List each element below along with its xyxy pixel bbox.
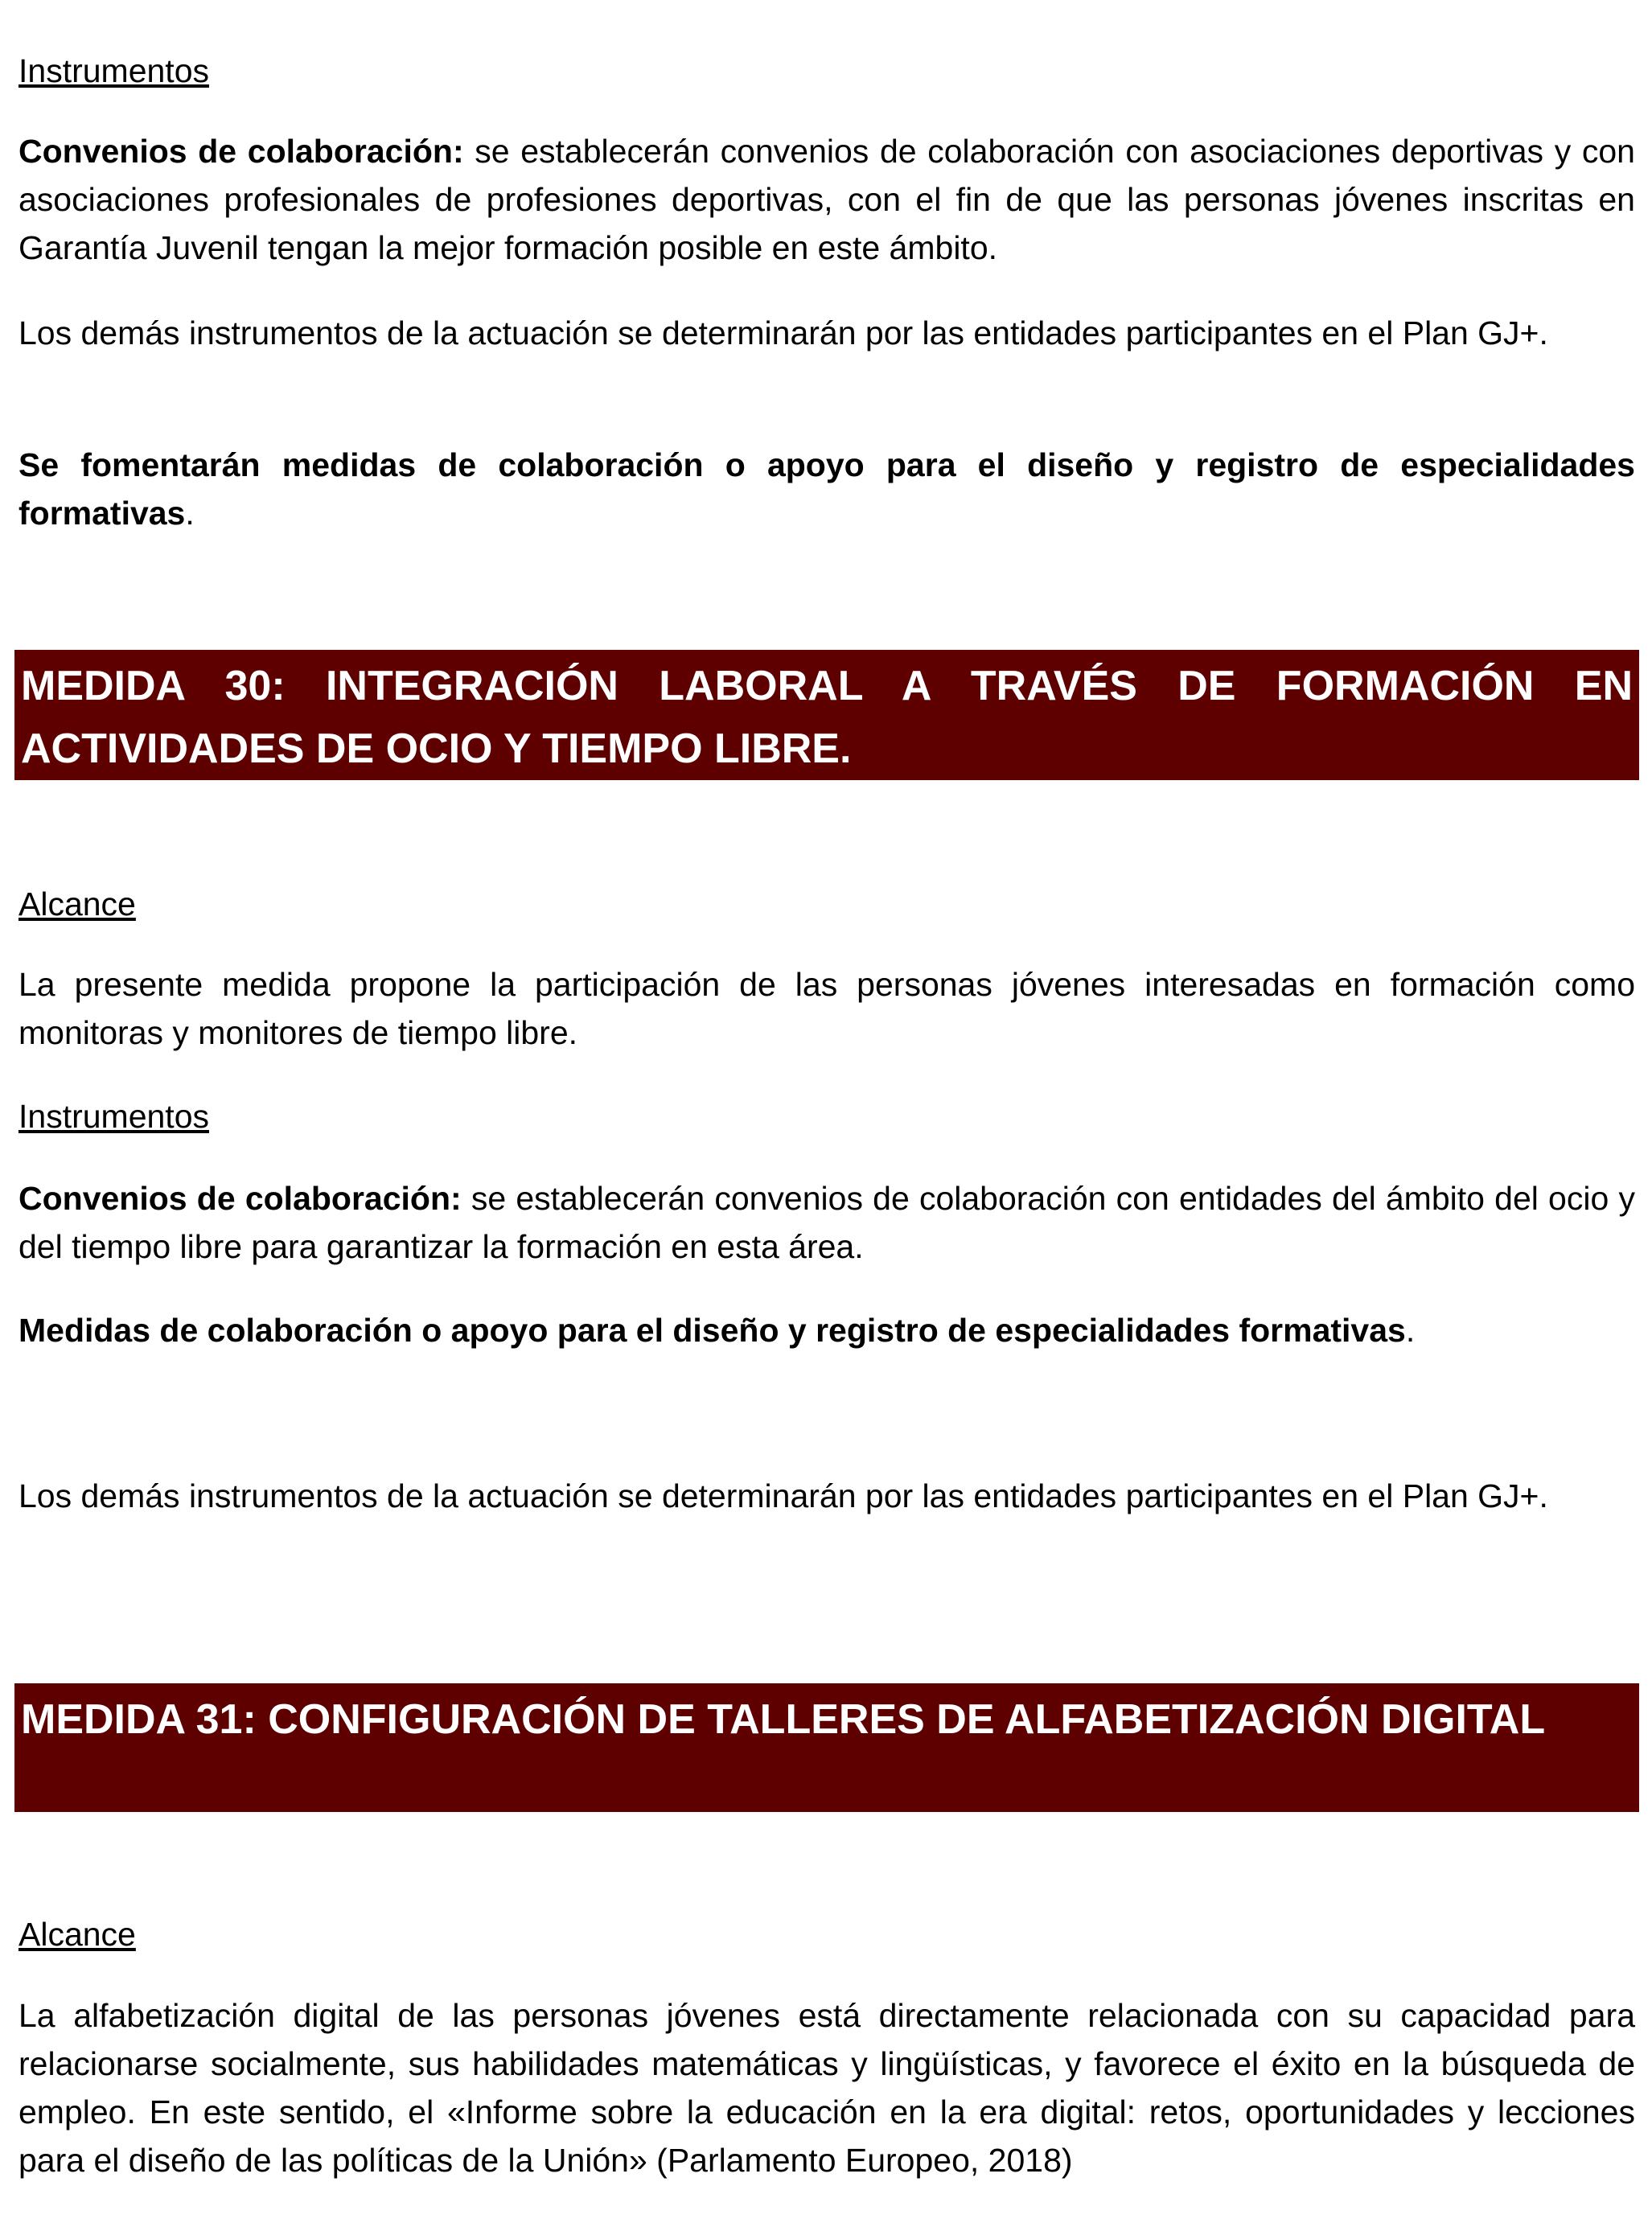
medidas-end: . <box>1405 1312 1416 1349</box>
fomentaran-bold: Se fomentarán medidas de colaboración o apoyo para el diseño y registro de especialidades formativas <box>18 446 1635 532</box>
demas-paragraph: Los demás instrumentos de la actuación se determinarán por las entidades participantes en el Plan GJ+. <box>18 314 1548 351</box>
convenios-paragraph <box>18 127 1635 272</box>
medida-31-banner: MEDIDA 31: CONFIGURACIÓN DE TALLERES DE ALFABETIZACIÓN DIGITAL <box>14 1683 1639 1812</box>
alcance-paragraph: La alfabetización digital de las personas jóvenes está directamente relacionada con su capacidad para relacionarse socialmente, sus habilidades matemáticas y lingüísticas, y favorece el éxito en la búsqueda de empleo. En este sentido, el «Informe sobre la educación en la era digital: retos, oportunidades y lecciones para el diseño de las políticas de la Unión» (Parlamento Europeo, 2018) <box>18 1997 1635 2179</box>
alcance-heading: Alcance <box>18 1916 136 1953</box>
instrumentos-heading: Instrumentos <box>18 52 209 89</box>
medidas-paragraph <box>18 1306 1635 1354</box>
demas-paragraph: Los demás instrumentos de la actuación se determinarán por las entidades participantes en el Plan GJ+. <box>18 1477 1548 1514</box>
alcance-heading: Alcance <box>18 885 136 922</box>
alcance-paragraph: La presente medida propone la participación de las personas jóvenes interesadas en formación como monitoras y monitores de tiempo libre. <box>18 966 1635 1051</box>
convenios-text: se establecerán convenios de colaboración con entidades del ámbito del ocio y del tiempo libre para garantizar la formación en esta área. <box>18 1180 1635 1265</box>
convenios-paragraph <box>18 1174 1635 1271</box>
convenios-bold: Convenios de colaboración: <box>18 1180 462 1217</box>
convenios-bold: Convenios de colaboración: <box>18 133 464 170</box>
fomentaran-end: . <box>185 495 195 532</box>
fomentaran-paragraph <box>18 441 1635 537</box>
medida-30-banner: MEDIDA 30: INTEGRACIÓN LABORAL A TRAVÉS DE FORMACIÓN EN ACTIVIDADES DE OCIO Y TIEMPO LIBRE. <box>14 650 1639 780</box>
convenios-text: se establecerán convenios de colaboración con asociaciones deportivas y con asociaciones profesionales de profesiones deportivas, con el fin de que las personas jóvenes inscritas en Garantía Juvenil tengan la mejor formación posible en este ámbito. <box>18 133 1635 266</box>
instrumentos-heading: Instrumentos <box>18 1098 209 1135</box>
medidas-bold: Medidas de colaboración o apoyo para el diseño y registro de especialidades formativas <box>18 1312 1406 1349</box>
